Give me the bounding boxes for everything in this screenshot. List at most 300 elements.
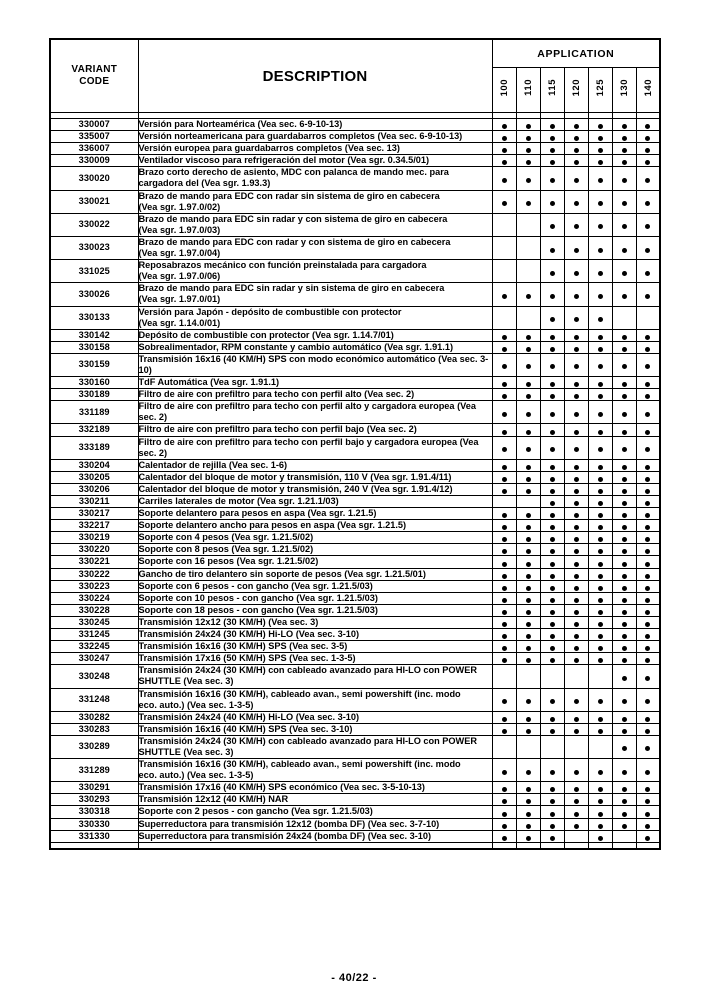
row-description-line: Soporte delantero para pesos en aspa (Vea sgr. 1.21.5): [138, 508, 377, 519]
table-row[interactable]: [50, 131, 660, 143]
row-variant-code: 330219: [50, 532, 138, 544]
row-application-cell: [540, 167, 564, 190]
row-application-cell: [588, 236, 612, 259]
row-application-cell: [540, 735, 564, 758]
application-dot: [622, 717, 627, 722]
application-dot: [502, 812, 507, 817]
row-description: [138, 167, 492, 190]
row-application-cell: [492, 306, 516, 329]
row-application-cell: [636, 532, 660, 544]
row-application-cell: [564, 283, 588, 306]
row-variant-code: 331330: [50, 830, 138, 842]
row-variant-code: 330221: [50, 556, 138, 568]
application-dot: [622, 335, 627, 340]
table-row[interactable]: [50, 401, 660, 424]
application-dot: [574, 610, 579, 615]
application-dot: [574, 501, 579, 506]
table-row[interactable]: [50, 735, 660, 758]
row-application-cell: [612, 556, 636, 568]
header-app-col-115: 115: [540, 68, 564, 113]
application-dot: [622, 271, 627, 276]
variant-specification-table: [49, 38, 661, 850]
row-variant-code: 332189: [50, 424, 138, 436]
application-dot: [526, 622, 531, 627]
row-application-cell: [492, 794, 516, 806]
application-dot: [526, 586, 531, 591]
table-row[interactable]: [50, 653, 660, 665]
row-application-cell: [564, 143, 588, 155]
application-dot: [645, 347, 650, 352]
row-application-cell: [612, 283, 636, 306]
application-dot: [526, 124, 531, 129]
row-application-cell: [636, 389, 660, 401]
row-description: [138, 341, 492, 353]
row-application-cell: [612, 260, 636, 283]
table-row[interactable]: [50, 119, 660, 131]
application-dot: [622, 658, 627, 663]
row-variant-code: 330020: [50, 167, 138, 190]
row-application-cell: [516, 483, 540, 495]
row-application-cell: [636, 483, 660, 495]
row-description: [138, 688, 492, 711]
table-row[interactable]: [50, 508, 660, 520]
row-application-cell: [636, 424, 660, 436]
row-variant-code: 330222: [50, 568, 138, 580]
application-dot: [645, 812, 650, 817]
row-description: [138, 213, 492, 236]
application-dot: [598, 634, 603, 639]
row-description-line: Soporte con 6 pesos - con gancho (Vea sgr. 1.21.5/03): [138, 580, 373, 591]
row-application-cell: [492, 711, 516, 723]
table-row[interactable]: [50, 580, 660, 592]
row-variant-code: 330021: [50, 190, 138, 213]
table-row[interactable]: [50, 794, 660, 806]
application-dot: [645, 148, 650, 153]
application-dot: [598, 770, 603, 775]
row-application-cell: [492, 377, 516, 389]
row-application-cell: [612, 723, 636, 735]
table-row[interactable]: [50, 568, 660, 580]
row-application-cell: [588, 329, 612, 341]
row-application-cell: [588, 190, 612, 213]
application-dot: [622, 513, 627, 518]
table-row[interactable]: [50, 818, 660, 830]
row-description: [138, 629, 492, 641]
application-dot: [550, 394, 555, 399]
application-dot: [598, 394, 603, 399]
row-variant-code: 330282: [50, 711, 138, 723]
table-row[interactable]: [50, 665, 660, 688]
row-application-cell: [516, 688, 540, 711]
application-dot: [550, 317, 555, 322]
row-description-line: (Vea sgr. 1.97.0/06): [138, 271, 221, 282]
row-description-line: Soporte con 18 pesos - con gancho (Vea sgr. 1.21.5/03): [138, 604, 378, 615]
row-application-cell: [492, 155, 516, 167]
application-dot: [550, 525, 555, 530]
application-dot: [526, 148, 531, 153]
row-application-cell: [492, 119, 516, 131]
row-description-line: Transmisión 16x16 (40 KM/H) SPS (Vea sec. 3-10): [138, 723, 353, 734]
row-variant-code: 330026: [50, 283, 138, 306]
application-dot: [550, 335, 555, 340]
row-description-line: Sobrealimentador, RPM constante y cambio automático (Vea sgr. 1.91.1): [138, 341, 454, 352]
row-description-line: Transmisión 24x24 (30 KM/H) con cableado avanzado para HI-LO con POWER: [138, 665, 477, 676]
row-application-cell: [564, 641, 588, 653]
application-dot: [645, 586, 650, 591]
application-dot: [574, 634, 579, 639]
row-variant-code: 330318: [50, 806, 138, 818]
row-description-line: (Vea sgr. 1.97.0/01): [138, 294, 221, 305]
row-application-cell: [564, 568, 588, 580]
table-row[interactable]: [50, 711, 660, 723]
row-application-cell: [612, 306, 636, 329]
row-description: [138, 260, 492, 283]
row-application-cell: [540, 260, 564, 283]
row-application-cell: [540, 213, 564, 236]
table-row[interactable]: [50, 830, 660, 842]
row-application-cell: [492, 341, 516, 353]
row-application-cell: [540, 306, 564, 329]
application-dot: [598, 248, 603, 253]
row-application-cell: [516, 329, 540, 341]
table-row[interactable]: [50, 389, 660, 401]
row-application-cell: [564, 236, 588, 259]
row-application-cell: [612, 794, 636, 806]
row-variant-code: 330159: [50, 353, 138, 376]
table-row[interactable]: [50, 353, 660, 376]
table-row[interactable]: [50, 532, 660, 544]
table-row[interactable]: [50, 641, 660, 653]
application-dot: [574, 347, 579, 352]
row-application-cell: [516, 665, 540, 688]
table-row[interactable]: [50, 329, 660, 341]
table-row[interactable]: [50, 471, 660, 483]
table-row[interactable]: [50, 236, 660, 259]
row-application-cell: [516, 568, 540, 580]
row-application-cell: [636, 401, 660, 424]
table-row[interactable]: [50, 592, 660, 604]
row-description-line: Transmisión 12x12 (30 KM/H) (Vea sec. 3): [138, 616, 319, 627]
row-application-cell: [564, 155, 588, 167]
row-description-line: Brazo de mando para EDC sin radar y con sistema de giro en cabecera: [138, 213, 448, 224]
table-row[interactable]: [50, 604, 660, 616]
application-dot: [502, 294, 507, 299]
row-description-line: (Vea sgr. 1.97.0/02): [138, 201, 221, 212]
application-dot: [550, 717, 555, 722]
row-application-cell: [564, 341, 588, 353]
application-dot: [550, 430, 555, 435]
row-application-cell: [516, 459, 540, 471]
row-application-cell: [636, 580, 660, 592]
row-application-cell: [612, 471, 636, 483]
row-application-cell: [564, 806, 588, 818]
row-application-cell: [636, 283, 660, 306]
row-application-cell: [564, 401, 588, 424]
row-application-cell: [516, 190, 540, 213]
row-application-cell: [588, 143, 612, 155]
table-body: [50, 113, 660, 849]
application-dot: [574, 787, 579, 792]
row-application-cell: [516, 592, 540, 604]
application-dot: [598, 201, 603, 206]
application-dot: [502, 148, 507, 153]
application-dot: [645, 646, 650, 651]
row-application-cell: [588, 483, 612, 495]
row-description-line: Calentador de rejilla (Vea sec. 1-6): [138, 459, 288, 470]
row-application-cell: [540, 794, 564, 806]
row-application-cell: [540, 592, 564, 604]
row-application-cell: [588, 616, 612, 628]
row-application-cell: [516, 556, 540, 568]
row-application-cell: [540, 190, 564, 213]
table-row[interactable]: [50, 377, 660, 389]
row-application-cell: [612, 580, 636, 592]
header-variant-code: [50, 39, 138, 113]
application-dot: [598, 430, 603, 435]
application-dot: [502, 598, 507, 603]
row-variant-code: 331245: [50, 629, 138, 641]
application-dot: [622, 412, 627, 417]
row-description-line: Filtro de aire con prefiltro para techo con perfil alto y cargadora europea (Vea sec. 2): [138, 401, 476, 423]
row-variant-code: 330133: [50, 306, 138, 329]
row-application-cell: [588, 592, 612, 604]
row-application-cell: [588, 794, 612, 806]
row-application-cell: [588, 167, 612, 190]
row-description-line: Soporte con 4 pesos (Vea sgr. 1.21.5/02): [138, 532, 314, 543]
application-dot: [574, 537, 579, 542]
row-variant-code: 330204: [50, 459, 138, 471]
application-dot: [622, 622, 627, 627]
application-dot: [526, 634, 531, 639]
table-spacer-row: [50, 842, 660, 849]
application-dot: [502, 586, 507, 591]
application-dot: [502, 717, 507, 722]
application-dot: [598, 178, 603, 183]
table-row[interactable]: [50, 167, 660, 190]
application-dot: [598, 160, 603, 165]
row-application-cell: [564, 556, 588, 568]
application-dot: [502, 412, 507, 417]
row-description-line: Brazo de mando para EDC con radar sin sistema de giro en cabecera: [138, 190, 440, 201]
row-application-cell: [636, 329, 660, 341]
application-dot: [526, 812, 531, 817]
row-application-cell: [612, 167, 636, 190]
row-application-cell: [636, 592, 660, 604]
application-dot: [645, 787, 650, 792]
row-application-cell: [588, 260, 612, 283]
application-dot: [622, 824, 627, 829]
application-dot: [526, 799, 531, 804]
application-dot: [645, 294, 650, 299]
table-row[interactable]: [50, 496, 660, 508]
row-application-cell: [588, 306, 612, 329]
application-dot: [550, 634, 555, 639]
table-row[interactable]: [50, 436, 660, 459]
row-application-cell: [516, 341, 540, 353]
application-dot: [574, 489, 579, 494]
application-dot: [550, 537, 555, 542]
application-dot: [598, 574, 603, 579]
row-application-cell: [492, 389, 516, 401]
row-description: [138, 283, 492, 306]
table-row[interactable]: [50, 283, 660, 306]
row-description-line: eco. auto.) (Vea sec. 1-3-5): [138, 770, 254, 781]
application-dot: [526, 136, 531, 141]
row-application-cell: [516, 508, 540, 520]
application-dot: [526, 770, 531, 775]
application-dot: [622, 465, 627, 470]
row-application-cell: [612, 389, 636, 401]
application-dot: [550, 364, 555, 369]
row-application-cell: [564, 483, 588, 495]
application-dot: [622, 799, 627, 804]
row-application-cell: [564, 471, 588, 483]
row-application-cell: [516, 306, 540, 329]
table-row[interactable]: [50, 723, 660, 735]
application-dot: [645, 622, 650, 627]
application-dot: [574, 549, 579, 554]
row-description: [138, 119, 492, 131]
row-application-cell: [588, 401, 612, 424]
row-application-cell: [588, 723, 612, 735]
table-row[interactable]: [50, 424, 660, 436]
row-description: [138, 329, 492, 341]
table-row[interactable]: [50, 260, 660, 283]
application-dot: [598, 586, 603, 591]
row-application-cell: [540, 759, 564, 782]
application-dot: [598, 525, 603, 530]
application-dot: [598, 347, 603, 352]
row-application-cell: [492, 653, 516, 665]
row-application-cell: [636, 818, 660, 830]
application-dot: [550, 549, 555, 554]
table-row[interactable]: [50, 616, 660, 628]
row-variant-code: 330289: [50, 735, 138, 758]
table-row[interactable]: [50, 341, 660, 353]
table-row[interactable]: [50, 688, 660, 711]
row-variant-code: 330142: [50, 329, 138, 341]
table-header: [50, 39, 660, 113]
table-row[interactable]: [50, 782, 660, 794]
application-dot: [526, 824, 531, 829]
row-description-line: Filtro de aire con prefiltro para techo con perfil bajo y cargadora europea (Vea sec. 2): [138, 436, 479, 458]
application-dot: [526, 160, 531, 165]
application-dot: [526, 658, 531, 663]
row-application-cell: [564, 665, 588, 688]
row-application-cell: [588, 782, 612, 794]
table-row[interactable]: [50, 213, 660, 236]
row-description-line: Gancho de tiro delantero sin soporte de pesos (Vea sgr. 1.21.5/01): [138, 568, 426, 579]
row-application-cell: [564, 723, 588, 735]
row-application-cell: [564, 688, 588, 711]
row-application-cell: [492, 329, 516, 341]
row-application-cell: [492, 143, 516, 155]
application-dot: [526, 347, 531, 352]
row-description-line: Superreductora para transmisión 12x12 (bomba DF) (Vea sec. 3-7-10): [138, 818, 440, 829]
row-variant-code: 332217: [50, 520, 138, 532]
table-row[interactable]: [50, 544, 660, 556]
application-dot: [622, 634, 627, 639]
application-dot: [645, 799, 650, 804]
row-application-cell: [612, 424, 636, 436]
header-description: DESCRIPTION: [138, 39, 492, 113]
row-application-cell: [540, 329, 564, 341]
application-dot: [550, 294, 555, 299]
application-dot: [574, 525, 579, 530]
row-application-cell: [516, 424, 540, 436]
row-application-cell: [540, 483, 564, 495]
application-dot: [645, 447, 650, 452]
application-dot: [574, 317, 579, 322]
table-row[interactable]: [50, 629, 660, 641]
table-row[interactable]: [50, 306, 660, 329]
row-application-cell: [612, 436, 636, 459]
table-row[interactable]: [50, 143, 660, 155]
application-dot: [598, 598, 603, 603]
row-description-line: Carriles laterales de motor (Vea sgr. 1.21.1/03): [138, 496, 339, 506]
application-dot: [598, 501, 603, 506]
row-application-cell: [492, 496, 516, 508]
row-application-cell: [588, 604, 612, 616]
application-dot: [550, 136, 555, 141]
row-description-line: Versión europea para guardabarros completos (Vea sec. 13): [138, 143, 400, 154]
row-application-cell: [492, 353, 516, 376]
application-dot: [645, 598, 650, 603]
row-application-cell: [588, 806, 612, 818]
application-dot: [550, 513, 555, 518]
application-dot: [645, 717, 650, 722]
row-application-cell: [492, 641, 516, 653]
row-description: [138, 131, 492, 143]
row-application-cell: [612, 190, 636, 213]
table-row[interactable]: [50, 155, 660, 167]
application-dot: [645, 201, 650, 206]
table-row[interactable]: [50, 459, 660, 471]
application-dot: [502, 447, 507, 452]
application-dot: [645, 729, 650, 734]
application-dot: [645, 525, 650, 530]
application-dot: [526, 525, 531, 530]
row-variant-code: 330022: [50, 213, 138, 236]
application-dot: [526, 562, 531, 567]
table-row[interactable]: [50, 759, 660, 782]
application-dot: [574, 335, 579, 340]
row-description: [138, 723, 492, 735]
row-description: [138, 818, 492, 830]
row-application-cell: [564, 353, 588, 376]
row-application-cell: [636, 213, 660, 236]
row-variant-code: 335007: [50, 131, 138, 143]
table-row[interactable]: [50, 556, 660, 568]
row-application-cell: [588, 131, 612, 143]
application-dot: [550, 201, 555, 206]
row-application-cell: [612, 236, 636, 259]
row-application-cell: [636, 688, 660, 711]
table-row[interactable]: [50, 190, 660, 213]
row-application-cell: [636, 806, 660, 818]
table-row[interactable]: [50, 483, 660, 495]
row-application-cell: [516, 735, 540, 758]
row-description: [138, 641, 492, 653]
application-dot: [550, 610, 555, 615]
row-application-cell: [612, 806, 636, 818]
table-row[interactable]: [50, 806, 660, 818]
application-dot: [622, 812, 627, 817]
row-application-cell: [564, 520, 588, 532]
row-application-cell: [564, 604, 588, 616]
application-dot: [574, 382, 579, 387]
table-row[interactable]: [50, 520, 660, 532]
